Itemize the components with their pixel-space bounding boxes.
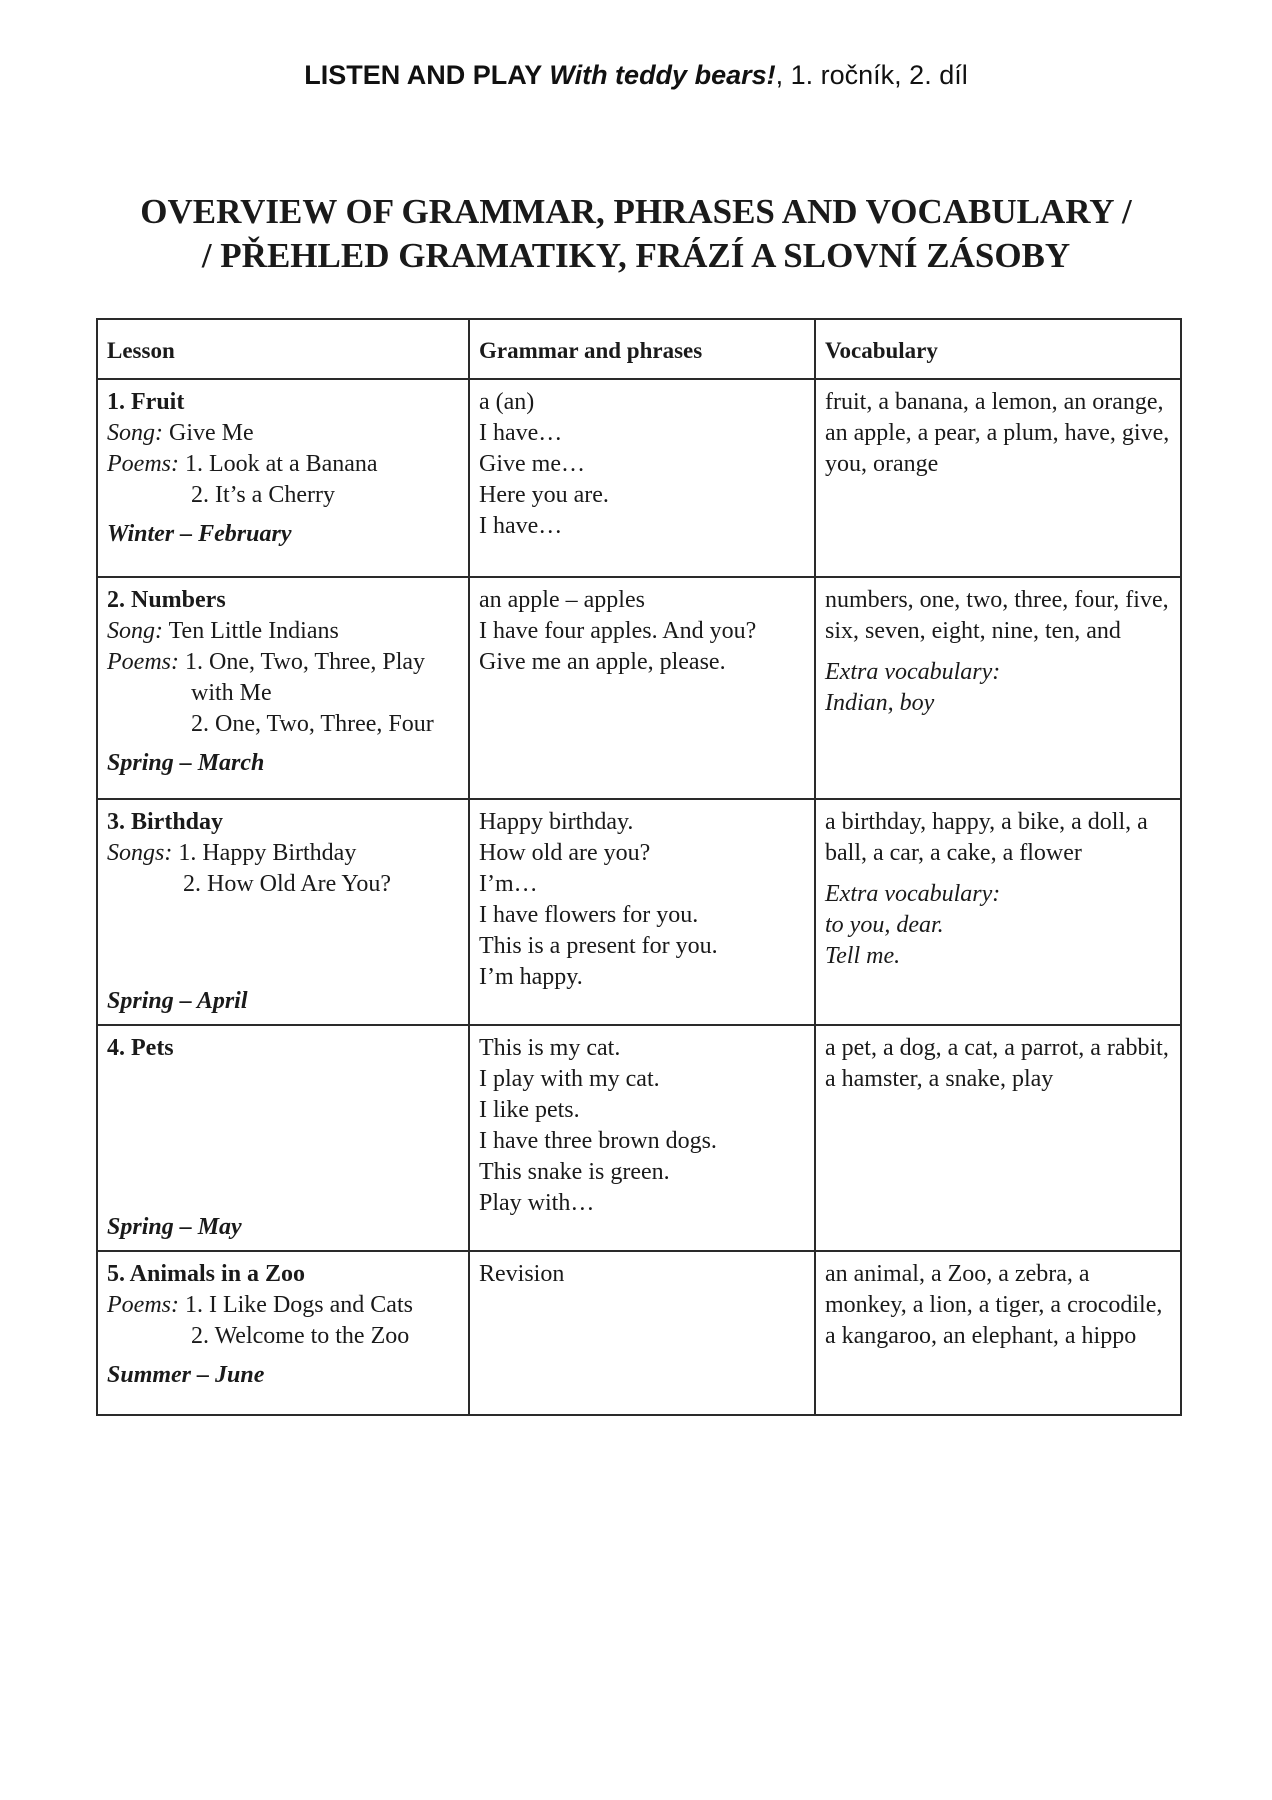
page-title-line-1: OVERVIEW OF GRAMMAR, PHRASES AND VOCABULARY / <box>140 192 1132 231</box>
grammar-cell <box>469 379 815 577</box>
lesson-cell <box>97 379 469 577</box>
extra-vocabulary-item: Tell me. <box>825 943 901 969</box>
header-grade: , 1. ročník, 2. díl <box>775 60 968 90</box>
song-label: Song: <box>107 420 163 446</box>
extra-vocabulary-label: Extra vocabulary: <box>825 881 1001 907</box>
poems-label: Poems: <box>107 451 179 477</box>
song-title: 1. Happy Birthday <box>172 840 357 866</box>
season-label: Winter – February <box>107 521 292 547</box>
song-line <box>107 616 460 647</box>
running-header <box>0 60 1272 91</box>
vocabulary-cell <box>815 1251 1181 1415</box>
grammar-item: an apple – apples <box>479 587 645 613</box>
grammar-item: I’m happy. <box>479 964 583 990</box>
grammar-cell <box>469 799 815 1025</box>
song-title: Give Me <box>163 420 254 446</box>
page-title-line-2: / PŘEHLED GRAMATIKY, FRÁZÍ A SLOVNÍ ZÁSOBY <box>201 236 1071 275</box>
table-row <box>97 379 1181 577</box>
lesson-cell <box>97 799 469 1025</box>
table-row <box>97 799 1181 1025</box>
grammar-item: This is my cat. <box>479 1035 621 1061</box>
extra-vocabulary-item: Indian, boy <box>825 690 935 716</box>
poem-title: 2. It’s a Cherry <box>191 482 335 508</box>
song-title: 2. How Old Are You? <box>183 871 392 897</box>
poems-label: Poems: <box>107 649 179 675</box>
column-header-lesson: Lesson <box>97 319 469 379</box>
poem-title: 2. One, Two, Three, Four <box>191 711 434 737</box>
vocabulary-cell <box>815 1025 1181 1251</box>
song-line <box>107 838 460 869</box>
season-label: Summer – June <box>107 1362 265 1388</box>
grammar-item: a (an) <box>479 389 535 415</box>
poem-title-continued: with Me <box>191 680 272 706</box>
grammar-item: I’m… <box>479 871 538 897</box>
poems-label: Poems: <box>107 1292 179 1318</box>
poem-title: 1. Look at a Banana <box>178 451 378 477</box>
extra-vocabulary <box>825 657 1172 719</box>
overview-table <box>96 318 1182 1416</box>
table-row <box>97 1025 1181 1251</box>
page-title <box>0 190 1272 278</box>
grammar-item: Here you are. <box>479 482 609 508</box>
lesson-cell <box>97 1251 469 1415</box>
header-book-title: With teddy bears! <box>549 60 776 90</box>
grammar-item: I have… <box>479 513 563 539</box>
grammar-item: This is a present for you. <box>479 933 718 959</box>
grammar-item: I play with my cat. <box>479 1066 660 1092</box>
lesson-title: 5. Animals in a Zoo <box>107 1261 306 1287</box>
grammar-item: I have four apples. And you? <box>479 618 757 644</box>
vocabulary-text: fruit, a banana, a lemon, an orange, an apple, a pear, a plum, have, give, you, orange <box>825 389 1170 477</box>
grammar-item: I have flowers for you. <box>479 902 699 928</box>
lesson-title: 3. Birthday <box>107 809 224 835</box>
song-label: Song: <box>107 618 163 644</box>
extra-vocabulary-label: Extra vocabulary: <box>825 659 1001 685</box>
grammar-cell <box>469 1025 815 1251</box>
vocabulary-text: a birthday, happy, a bike, a doll, a ball, a car, a cake, a flower <box>825 809 1148 866</box>
grammar-item: Play with… <box>479 1190 595 1216</box>
poem-title: 1. I Like Dogs and Cats <box>178 1292 413 1318</box>
grammar-item: This snake is green. <box>479 1159 670 1185</box>
grammar-item: Give me… <box>479 451 585 477</box>
grammar-cell <box>469 1251 815 1415</box>
grammar-cell <box>469 577 815 799</box>
grammar-item: I have… <box>479 420 563 446</box>
lesson-title: 4. Pets <box>107 1035 174 1061</box>
vocabulary-text: an animal, a Zoo, a zebra, a monkey, a lion, a tiger, a crocodile, a kangaroo, an elephant, a hippo <box>825 1261 1163 1349</box>
table-row <box>97 1251 1181 1415</box>
vocabulary-cell <box>815 799 1181 1025</box>
vocabulary-text: a pet, a dog, a cat, a parrot, a rabbit, a hamster, a snake, play <box>825 1035 1169 1092</box>
extra-vocabulary <box>825 879 1172 972</box>
grammar-item: Revision <box>479 1261 565 1287</box>
song-line <box>107 418 460 449</box>
songs-label: Songs: <box>107 840 173 866</box>
table-header-row <box>97 319 1181 379</box>
grammar-item: How old are you? <box>479 840 651 866</box>
poem-title: 2. Welcome to the Zoo <box>191 1323 410 1349</box>
season-label: Spring – April <box>107 988 248 1014</box>
season-label: Spring – March <box>107 750 265 776</box>
column-header-grammar: Grammar and phrases <box>469 319 815 379</box>
lesson-cell <box>97 1025 469 1251</box>
lesson-title: 1. Fruit <box>107 389 185 415</box>
poem-line <box>107 449 460 480</box>
lesson-title: 2. Numbers <box>107 587 226 613</box>
lesson-cell <box>97 577 469 799</box>
grammar-item: I like pets. <box>479 1097 580 1123</box>
vocabulary-text: numbers, one, two, three, four, five, six, seven, eight, nine, ten, and <box>825 587 1169 644</box>
table-row <box>97 577 1181 799</box>
season-label: Spring – May <box>107 1214 242 1240</box>
grammar-item: Happy birthday. <box>479 809 634 835</box>
column-header-vocabulary: Vocabulary <box>815 319 1181 379</box>
poem-title: 1. One, Two, Three, Play <box>178 649 426 675</box>
grammar-item: I have three brown dogs. <box>479 1128 717 1154</box>
grammar-item: Give me an apple, please. <box>479 649 726 675</box>
song-title: Ten Little Indians <box>163 618 339 644</box>
vocabulary-cell <box>815 577 1181 799</box>
header-series: LISTEN AND PLAY <box>304 60 550 90</box>
poem-line <box>107 647 460 678</box>
extra-vocabulary-item: to you, dear. <box>825 912 944 938</box>
poem-line <box>107 1290 460 1321</box>
vocabulary-cell <box>815 379 1181 577</box>
